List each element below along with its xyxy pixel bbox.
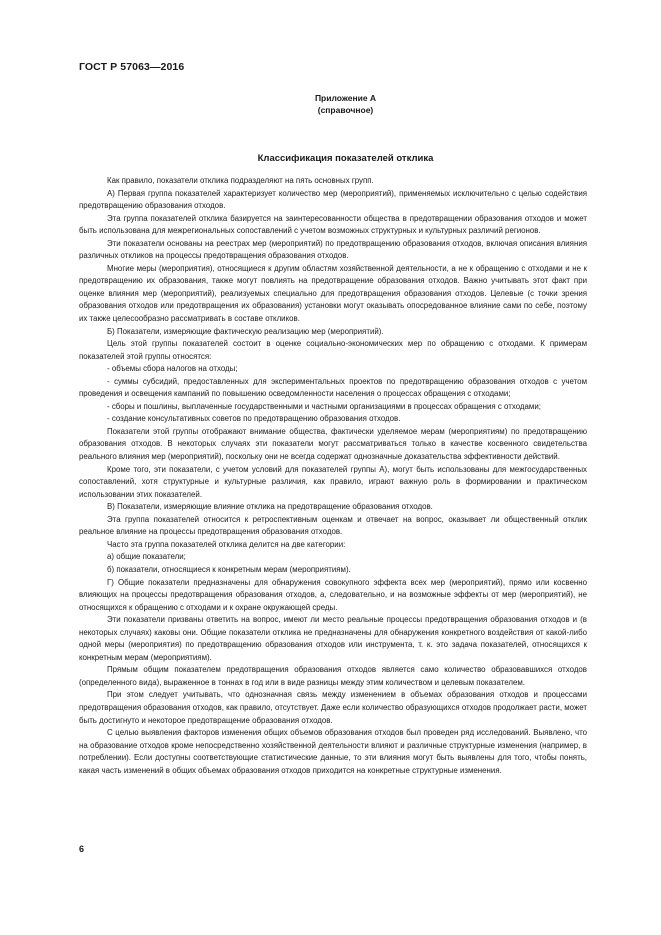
list-item: - создание консультативных советов по предотвращению образования отходов. [107,414,401,424]
list-item: - объемы сбора налогов на отходы; [107,364,238,374]
paragraph: Г) Общие показатели предназначены для обнаружения совокупного эффекта всех мер (мероприятий), прямо или косвенно влияющих на процессы предотвращения образования отходов, а, следовательно, и на возможные эффекты от мер (мероприятий), не относящихся к обращению с отходами и к охране окружающей среды. [79,577,587,612]
paragraph: Прямым общим показателем предотвращения образования отходов является само количество образовавшихся отходов (определенного вида), выраженное в тоннах в год или в виде разницы между этим количеством и целевым показателем. [79,665,587,687]
list-item: б) показатели, относящиеся к конкретным мерам (мероприятиям). [107,564,351,574]
paragraph: Цель этой группы показателей состоит в оценке социально-экономических мер по обращению с отходами. К примерам показателей этой группы относятся: [79,339,587,361]
paragraph: Часто эта группа показателей отклика делится на две категории: [107,539,346,549]
paragraph: Кроме того, эти показатели, с учетом условий для показателей группы А), могут быть использованы для межгосударственных сопоставлений, хотя структурные и культурные различия, как правило, играют важную роль в формировании и практическом использовании этих показателей. [79,464,587,499]
appendix-note: (справочное) [317,105,374,115]
list-item: а) общие показатели; [107,552,186,562]
paragraph: Эта группа показателей относится к ретроспективным оценкам и отвечает на вопрос, оказывает ли общественный отклик реальное влияние на процессы предотвращения образования отходов. [79,514,587,537]
paragraph: Показатели этой группы отображают внимание общества, фактически уделяемое мерам (мероприятиям) по предотвращению образования отходов. В некоторых случаях эти показатели могут рассматриваться только в качестве косвенного свидетельства реального влияния мер (мероприятий), поскольку они не всегда содержат однозначные доказательства эффективности действий. [79,426,587,462]
list-item: - сборы и пошлины, выплаченные государственными и частными организациями в процессах обращения с отходами; [107,401,541,411]
paragraph: Эта группа показателей отклика базируется на заинтересованности общества в предотвращении образования отходов и может быть использована для межрегиональных сопоставлений с учетом возможных структурных и культурных различий регионов. [79,213,587,236]
body-text [79,175,587,777]
paragraph: А) Первая группа показателей характеризует количество мер (мероприятий), применяемых исключительно с целью содействия предотвращению образования отходов. [79,188,587,211]
standard-header: ГОСТ Р 57063—2016 [79,61,185,73]
appendix-label: Приложение А [314,93,377,103]
list-item: - суммы субсидий, предоставленных для экспериментальных проектов по предотвращению образования отходов с учетом проведения и освещения кампаний по повышению осведомленности населения о процессах обращения с отходами; [79,376,587,399]
paragraph: Эти показатели призваны ответить на вопрос, имеют ли место реальные процессы предотвращения образования отходов и (в некоторых случаях) каковы они. Общие показатели отклика не предназначены для обнаружения конкретного воздействия от какой-либо одной меры (мероприятия) по предотвращению образования отходов или инструмента, т. к. это задача показателей, относящихся к конкретным мерам (мероприятиям). [79,615,587,662]
section-title: Классификация показателей отклика [257,153,434,164]
paragraph: Эти показатели основаны на реестрах мер (мероприятий) по предотвращению образования отходов, включая описания влияния различных откликов на процессы предотвращения образования отходов. [79,238,587,261]
paragraph: С целью выявления факторов изменения общих объемов образования отходов был проведен ряд исследований. Выявлено, что на образование отходов кроме непосредственно хозяйственной деятельности влияют и различные структурные изменения (например, в потреблении). Если доступны соответствующие статистические данные, то эти влияния могут быть выявлены для того, чтобы понять, какая часть изменений в общих объемах образования отходов приходится на конкретные структурные изменения. [79,728,587,775]
page-number: 6 [79,844,85,854]
paragraph: Как правило, показатели отклика подразделяют на пять основных групп. [107,176,374,185]
paragraph: Многие меры (мероприятия), относящиеся к другим областям хозяйственной деятельности, а не к обращению с отходами и не к предотвращению их образования, также могут повлиять на предотвращение образования отходов. Важно учитывать этот факт при оценке влияния мер (мероприятий), реализуемых специально для предотвращения образования отходов. Целевые (с точки зрения образования отходов или предотвращения их образования) установки могут оказывать опосредованное влияние сами по себе, поэтому их также целесообразно рассматривать в составе откликов. [79,263,587,324]
paragraph: Б) Показатели, измеряющие фактическую реализацию мер (мероприятий). [107,326,384,336]
appendix-heading [0,92,661,116]
paragraph: В) Показатели, измеряющие влияние отклика на предотвращение образования отходов. [107,502,433,512]
paragraph: При этом следует учитывать, что однозначная связь между изменением в объемах образования отходов и процессами предотвращения образования отходов, как правило, отсутствует. Даже если количество образующихся отходов продолжает расти, может быть достигнуто и некоторое предотвращение образования отходов. [79,690,587,725]
